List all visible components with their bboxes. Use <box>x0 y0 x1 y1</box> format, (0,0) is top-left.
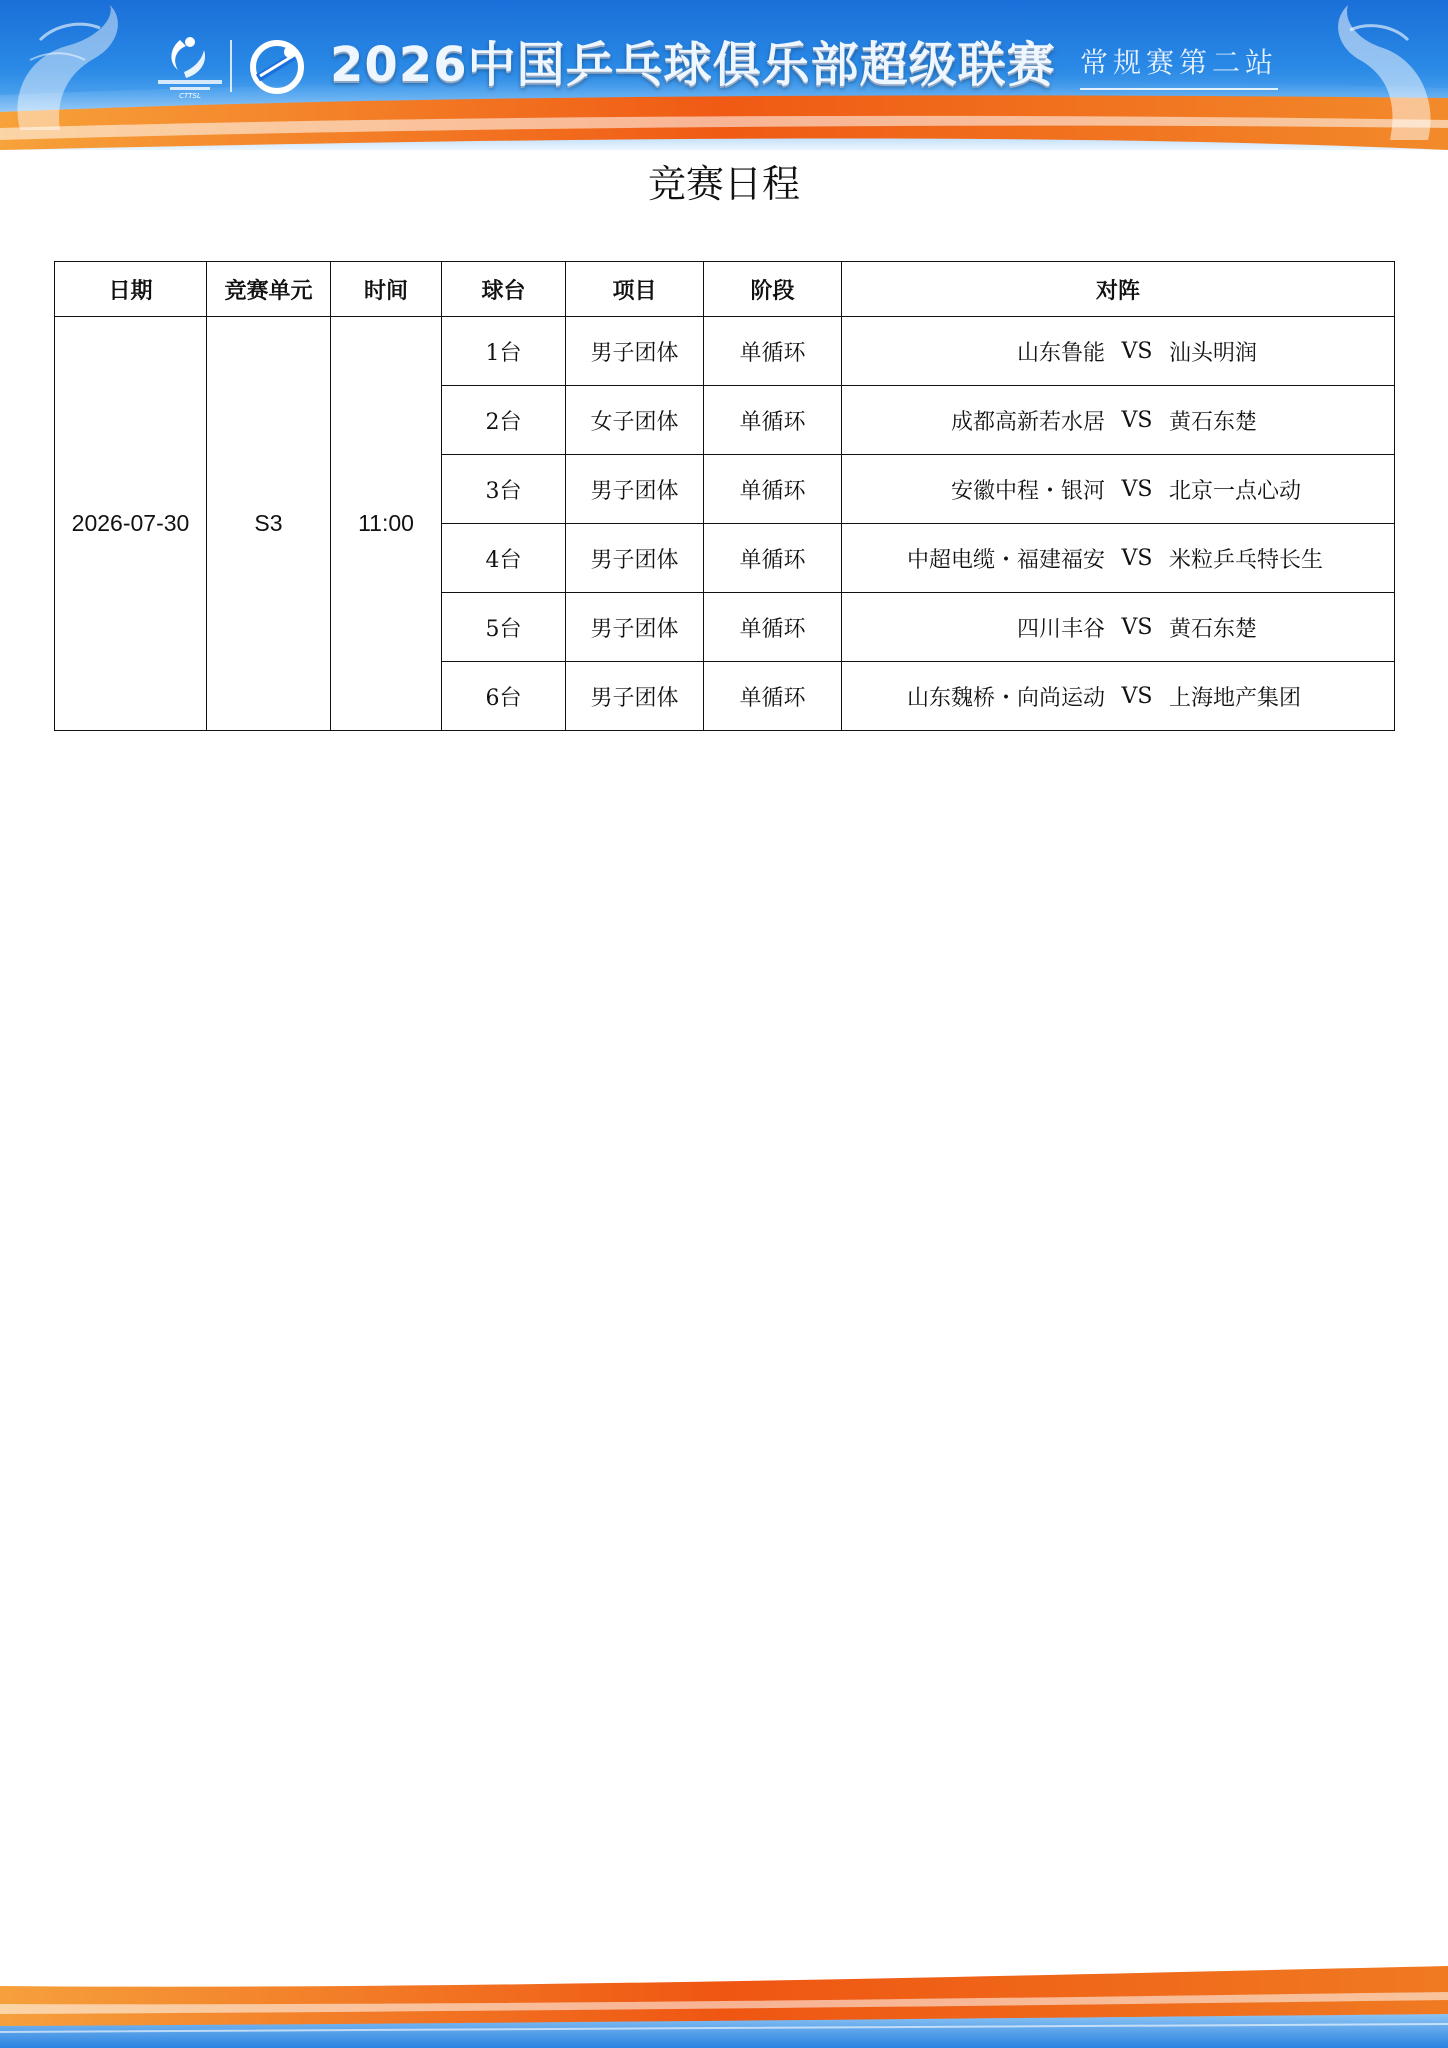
cell-matchup <box>842 593 1395 662</box>
header-date: 日期 <box>55 262 207 317</box>
table-header-row <box>55 262 1395 317</box>
cell-time: 11:00 <box>331 317 442 731</box>
cell-table: 1台 <box>442 317 566 386</box>
cell-event: 男子团体 <box>566 455 704 524</box>
cell-stage: 单循环 <box>704 317 842 386</box>
cell-event: 男子团体 <box>566 593 704 662</box>
header-banner <box>0 0 1448 155</box>
team-b: 汕头明润 <box>1169 340 1258 366</box>
matchup <box>842 681 1394 712</box>
logo-divider <box>230 40 232 92</box>
vs-label: VS <box>1121 338 1153 364</box>
vs-label: VS <box>1121 476 1153 502</box>
team-b: 黄石东楚 <box>1169 616 1258 642</box>
team-a: 中超电缆・福建福安 <box>906 547 1105 573</box>
matchup <box>842 405 1394 436</box>
team-b: 米粒乒乓特长生 <box>1169 547 1324 573</box>
vs-label: VS <box>1121 614 1153 640</box>
cell-event: 男子团体 <box>566 662 704 731</box>
header-table: 球台 <box>442 262 566 317</box>
vs-label: VS <box>1121 545 1153 571</box>
header-stage: 阶段 <box>704 262 842 317</box>
cell-matchup <box>842 455 1395 524</box>
cell-table: 3台 <box>442 455 566 524</box>
cell-event: 男子团体 <box>566 524 704 593</box>
cell-table: 5台 <box>442 593 566 662</box>
footer-swoosh-graphic <box>0 1948 1448 2048</box>
cell-date: 2026-07-30 <box>55 317 207 731</box>
cell-stage: 单循环 <box>704 593 842 662</box>
matchup <box>842 543 1394 574</box>
cell-matchup <box>842 524 1395 593</box>
team-a: 四川丰谷 <box>1016 616 1105 642</box>
matchup <box>842 474 1394 505</box>
team-a: 安徽中程・银河 <box>950 478 1105 504</box>
page-title: 竞赛日程 <box>647 162 800 206</box>
vs-label: VS <box>1121 407 1153 433</box>
cell-matchup <box>842 317 1395 386</box>
header-unit: 竞赛单元 <box>207 262 331 317</box>
cttsl-logo-text: CTTSL <box>179 92 201 100</box>
dragon-right-decoration <box>1298 0 1448 150</box>
cell-event: 男子团体 <box>566 317 704 386</box>
team-b: 北京一点心动 <box>1169 478 1302 504</box>
cell-table: 4台 <box>442 524 566 593</box>
header-event: 项目 <box>566 262 704 317</box>
team-a: 山东魏桥・向尚运动 <box>906 685 1105 711</box>
schedule-table <box>54 261 1395 731</box>
matchup <box>842 336 1394 367</box>
team-a: 成都高新若水居 <box>950 409 1105 435</box>
dragon-left-decoration <box>0 0 150 150</box>
banner-subtitle: 常规赛第二站 <box>1080 40 1278 90</box>
banner-title: 2026中国乒乓球俱乐部超级联赛 <box>330 37 1056 93</box>
matchup <box>842 612 1394 643</box>
cell-matchup <box>842 662 1395 731</box>
cell-matchup <box>842 386 1395 455</box>
cell-unit: S3 <box>207 317 331 731</box>
table-row <box>55 317 1395 386</box>
cell-event: 女子团体 <box>566 386 704 455</box>
team-b: 黄石东楚 <box>1169 409 1258 435</box>
team-a: 山东鲁能 <box>1016 340 1105 366</box>
league-ball-logo <box>246 38 308 96</box>
vs-label: VS <box>1121 683 1153 709</box>
cell-stage: 单循环 <box>704 662 842 731</box>
cell-table: 6台 <box>442 662 566 731</box>
cell-stage: 单循环 <box>704 455 842 524</box>
cell-table: 2台 <box>442 386 566 455</box>
cell-stage: 单循环 <box>704 386 842 455</box>
cell-stage: 单循环 <box>704 524 842 593</box>
team-b: 上海地产集团 <box>1169 685 1302 711</box>
header-matchup: 对阵 <box>842 262 1395 317</box>
cttsl-logo <box>150 30 230 100</box>
header-time: 时间 <box>331 262 442 317</box>
